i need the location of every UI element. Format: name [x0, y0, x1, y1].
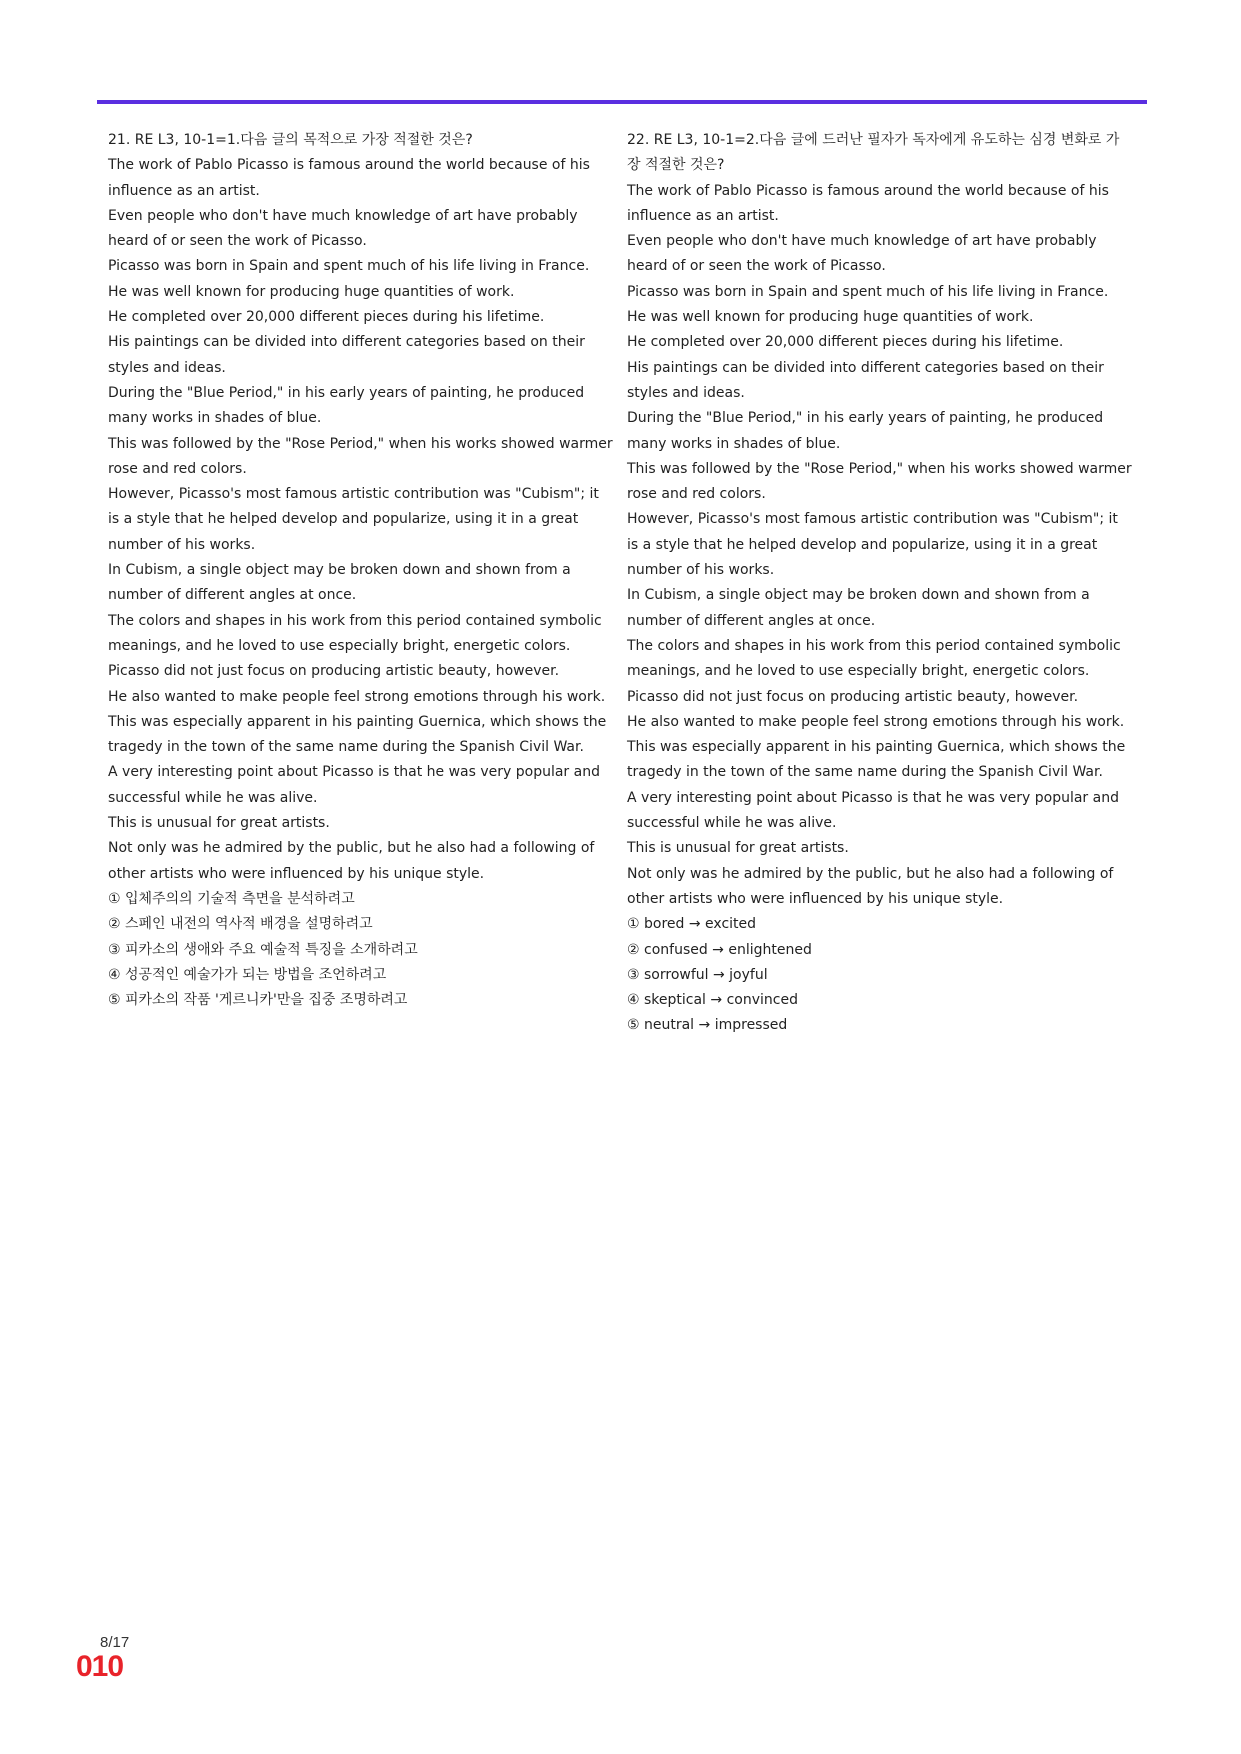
passage-sentence: This is unusual for great artists. [108, 815, 330, 832]
passage-sentence: However, Picasso's most famous artistic contribution was "Cubism"; it is a style that he helped develop and popularize, using it in a great number of his works. [108, 486, 599, 553]
passage-sentence: His paintings can be divided into different categories based on their styles and ideas. [627, 359, 1104, 401]
choice-3[interactable]: ③ sorrowful → joyful [627, 966, 768, 983]
choice-2[interactable]: ② confused → enlightened [627, 941, 812, 958]
choice-5[interactable]: ⑤ 피카소의 작품 '게르니카'만을 집중 조명하려고 [108, 992, 408, 1009]
passage-sentence: This is unusual for great artists. [627, 840, 849, 857]
passage-sentence: He completed over 20,000 different pieces during his lifetime. [627, 334, 1064, 351]
choice-5[interactable]: ⑤ neutral → impressed [627, 1017, 788, 1034]
passage-sentence: He was well known for producing huge quantities of work. [108, 283, 515, 300]
passage-sentence: His paintings can be divided into different categories based on their styles and ideas. [108, 334, 585, 376]
passage-sentence: He completed over 20,000 different pieces during his lifetime. [108, 309, 545, 326]
choice-1[interactable]: ① bored → excited [627, 916, 757, 933]
passage-sentence: Not only was he admired by the public, but he also had a following of other artists who were influenced by his unique style. [108, 840, 595, 882]
question-title: 22. RE L3, 10-1=2.다음 글에 드러난 필자가 독자에게 유도하는 심경 변화로 가장 적절한 것은? [627, 132, 1120, 174]
choice-2[interactable]: ② 스페인 내전의 역사적 배경을 설명하려고 [108, 916, 373, 933]
passage-sentence: Even people who don't have much knowledge of art have probably heard of or seen the work of Picasso. [627, 233, 1097, 275]
passage-sentence: This was especially apparent in his painting Guernica, which shows the tragedy in the town of the same name during the Spanish Civil War. [108, 713, 607, 756]
brand-logo: 010 [76, 1650, 124, 1683]
choice-4[interactable]: ④ skeptical → convinced [627, 992, 798, 1009]
passage [627, 179, 1132, 913]
header-rule [97, 100, 1147, 104]
passage-sentence: The colors and shapes in his work from this period contained symbolic meanings, and he loved to use especially bright, energetic colors. [108, 612, 602, 654]
page-number: 8/17 [100, 1634, 130, 1651]
passage-sentence: A very interesting point about Picasso is that he was very popular and successful while he was alive. [108, 764, 600, 806]
answer-choices [627, 912, 1132, 1038]
passage-sentence: Picasso was born in Spain and spent much of his life living in France. [108, 258, 590, 275]
passage-sentence: He also wanted to make people feel strong emotions through his work. [627, 713, 1125, 730]
passage-sentence: Even people who don't have much knowledge of art have probably heard of or seen the work of Picasso. [108, 207, 578, 250]
question-22 [627, 128, 1132, 1039]
passage-sentence: Picasso did not just focus on producing artistic beauty, however. [108, 663, 560, 680]
passage-sentence: Picasso did not just focus on producing artistic beauty, however. [627, 688, 1079, 705]
choice-3[interactable]: ③ 피카소의 생애와 주요 예술적 특징을 소개하려고 [108, 941, 418, 958]
passage-sentence: The work of Pablo Picasso is famous around the world because of his influence as an artist. [108, 157, 590, 199]
passage-sentence: This was especially apparent in his painting Guernica, which shows the tragedy in the town of the same name during the Spanish Civil War. [627, 739, 1126, 781]
passage-sentence: The work of Pablo Picasso is famous around the world because of his influence as an artist. [627, 182, 1109, 224]
passage-sentence: He was well known for producing huge quantities of work. [627, 309, 1034, 326]
passage-sentence: Picasso was born in Spain and spent much of his life living in France. [627, 283, 1109, 300]
passage-sentence: He also wanted to make people feel strong emotions through his work. [108, 688, 606, 705]
passage-sentence: This was followed by the "Rose Period," when his works showed warmer rose and red colors. [627, 460, 1132, 503]
passage-sentence: During the "Blue Period," in his early years of painting, he produced many works in shades of blue. [627, 410, 1104, 452]
passage [108, 153, 613, 887]
passage-sentence: The colors and shapes in his work from this period contained symbolic meanings, and he loved to use especially bright, energetic colors. [627, 637, 1121, 680]
answer-choices [108, 887, 613, 1013]
choice-1[interactable]: ① 입체주의의 기술적 측면을 분석하려고 [108, 890, 355, 907]
question-21 [108, 128, 613, 1013]
question-title: 21. RE L3, 10-1=1.다음 글의 목적으로 가장 적절한 것은? [108, 132, 473, 148]
passage-sentence: During the "Blue Period," in his early years of painting, he produced many works in shades of blue. [108, 384, 585, 427]
passage-sentence: However, Picasso's most famous artistic contribution was "Cubism"; it is a style that he helped develop and popularize, using it in a great number of his works. [627, 511, 1118, 579]
passage-sentence: In Cubism, a single object may be broken down and shown from a number of different angles at once. [627, 587, 1090, 629]
passage-sentence: A very interesting point about Picasso is that he was very popular and successful while he was alive. [627, 789, 1119, 832]
passage-sentence: This was followed by the "Rose Period," when his works showed warmer rose and red colors. [108, 435, 613, 477]
passage-sentence: Not only was he admired by the public, but he also had a following of other artists who were influenced by his unique style. [627, 865, 1114, 907]
choice-4[interactable]: ④ 성공적인 예술가가 되는 방법을 조언하려고 [108, 966, 387, 983]
passage-sentence: In Cubism, a single object may be broken down and shown from a number of different angles at once. [108, 562, 571, 604]
